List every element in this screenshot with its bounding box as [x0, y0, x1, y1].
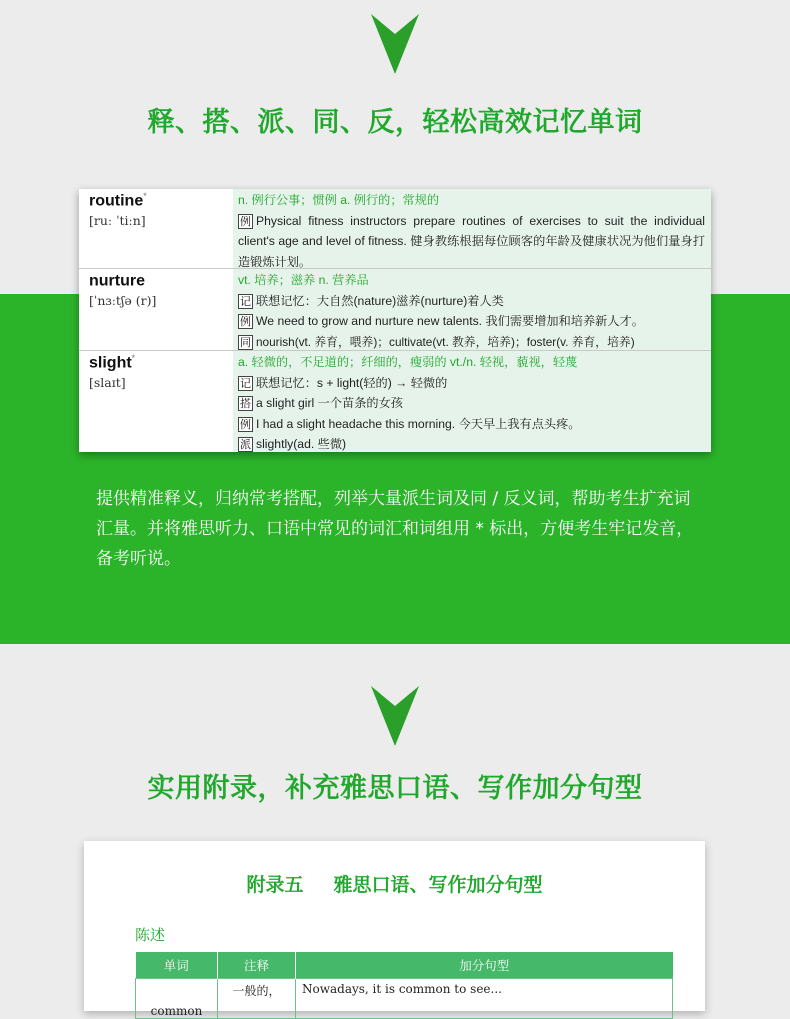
pronunciation: [ruː ˈtiːn]: [89, 213, 146, 229]
down-arrow-icon: [371, 686, 419, 746]
dictionary-entry: [79, 189, 711, 269]
tag-icon: 派: [240, 438, 251, 451]
synonym-line: 同 nourish(vt. 养育，喂养)；cultivate(vt. 教养，培养)；foster(v. 养育，培养): [240, 334, 635, 349]
tag-icon: 记: [240, 376, 251, 390]
down-arrow-icon: [371, 14, 419, 74]
tag-icon: 记: [240, 294, 251, 308]
dictionary-sample-card: [79, 189, 711, 452]
headword: nurture: [89, 272, 145, 290]
column-header: 加分句型: [296, 952, 673, 978]
table-cell-sentence: Nowadays, it is common to see...: [296, 978, 673, 1018]
dictionary-entry: [79, 351, 711, 452]
collocation-line: 搭 a slight girl 一个苗条的女孩: [240, 396, 403, 410]
dictionary-entry: [79, 269, 711, 351]
pronunciation: [slaɪt]: [89, 375, 126, 391]
definition-line: a. 轻微的，不足道的；纤细的，瘦弱的 vt./n. 轻视，藐视，轻蔑: [238, 355, 578, 369]
section-heading: 实用附录，补充雅思口语、写作加分句型: [147, 773, 643, 804]
derivative-line: 派 slightly(ad. 些微): [240, 437, 347, 451]
headword: routine*: [89, 191, 147, 210]
definition-line: n. 例行公事；惯例 a. 例行的；常规的: [238, 193, 440, 207]
tag-icon: 例: [240, 214, 251, 228]
tag-icon: 搭: [240, 397, 251, 410]
example-line: 例 Physical fitness instructors prepare routines of exercises to suit the individual client's age and level of fitness. 健身教练根据每位顾客的年龄及健康状况为他们量身打造锻炼计划。: [238, 213, 705, 269]
tag-icon: 例: [240, 315, 251, 328]
memory-line: 记 联想记忆：s + light(轻的) → 轻微的: [240, 375, 448, 390]
memory-line: 记 联想记忆：大自然(nature)滋养(nurture)着人类: [240, 293, 504, 308]
tag-icon: 例: [240, 417, 251, 431]
section-heading: 释、搭、派、同、反，轻松高效记忆单词: [147, 107, 643, 138]
example-line: 例 We need to grow and nurture new talents. 我们需要增加和培养新人才。: [240, 314, 644, 328]
table-cell-word: common: [136, 978, 218, 1018]
column-header: 单词: [136, 952, 218, 978]
table-row: [136, 978, 673, 1018]
tag-icon: 同: [240, 335, 251, 349]
definition-line: vt. 培养；滋养 n. 营养品: [238, 273, 369, 287]
sentence-table: [135, 952, 673, 1019]
pronunciation: [ˈnɜːtʃə (r)]: [89, 293, 157, 309]
appendix-section-label: 陈述: [135, 926, 166, 944]
example-line: 例 I had a slight headache this morning. 今天早上我有点头疼。: [240, 416, 581, 431]
appendix-sample-card: [84, 841, 705, 1018]
headword: slight*: [89, 353, 136, 372]
table-cell-note: 一般的，: [218, 978, 296, 1018]
column-header: 注释: [218, 952, 296, 978]
feature-description: 提供精准释义，归纳常考搭配，列举大量派生词及同 / 反义词，帮助考生扩充词汇量。并将雅思听力、口语中常见的词汇和词组用 * 标出，方便考生牢记发音，备考听说。: [96, 489, 694, 569]
appendix-title: 附录五 雅思口语、写作加分句型: [246, 874, 543, 896]
